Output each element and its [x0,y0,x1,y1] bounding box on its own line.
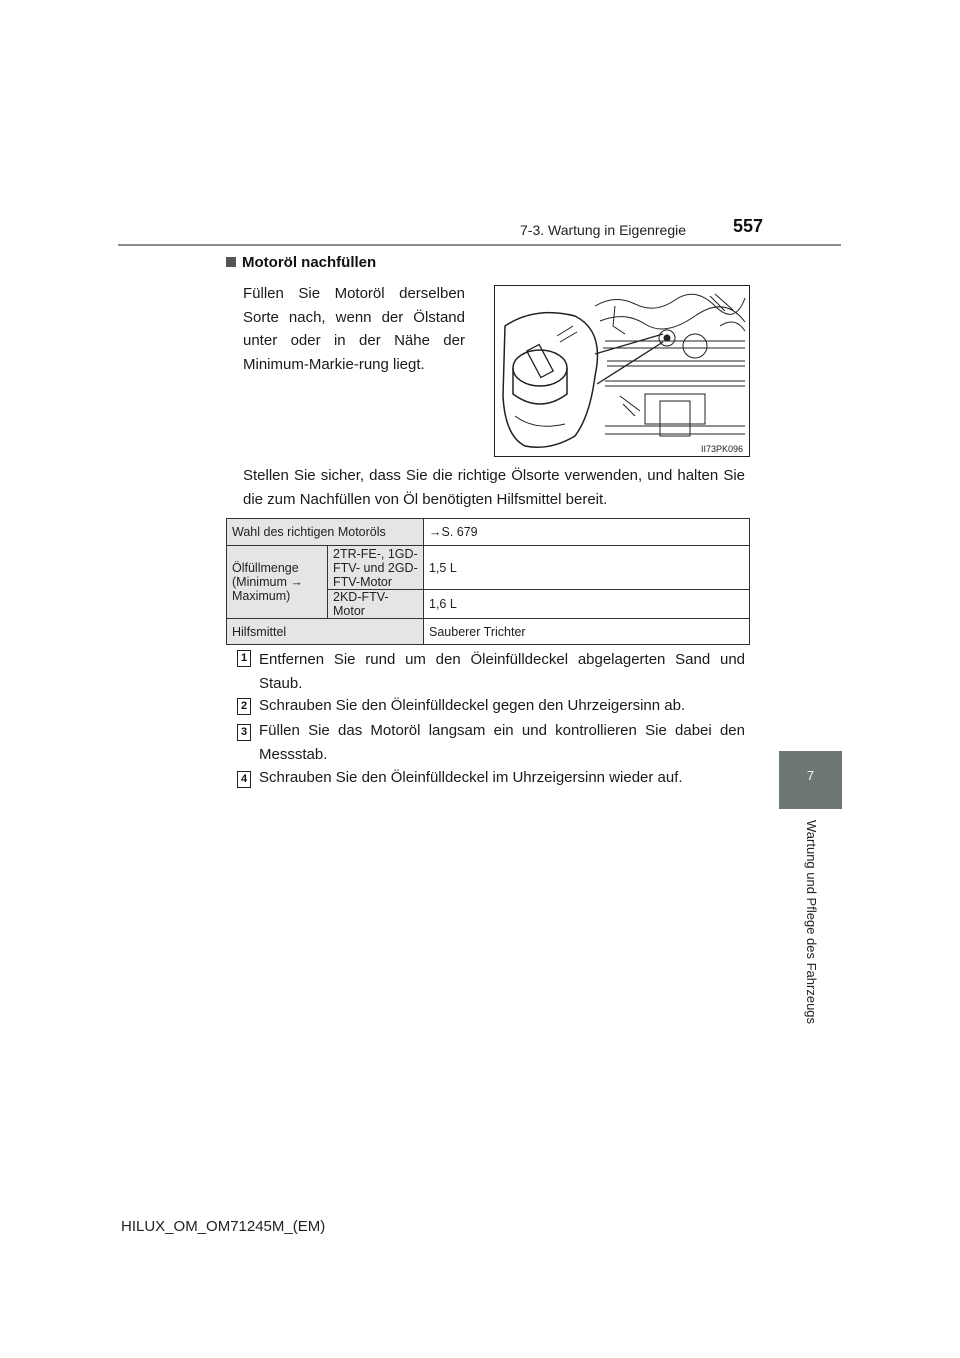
step-text: Füllen Sie das Motoröl langsam ein und kontrollieren Sie dabei den Messstab. [259,722,745,763]
table-row [227,619,750,645]
step-number-badge: 2 [237,698,251,715]
page-number: 557 [733,216,764,236]
engine-type-cell: 2TR-FE-, 1GD-FTV- und 2GD-FTV-Motor [328,546,424,590]
step-text: Schrauben Sie den Öleinfülldeckel gegen den Uhrzeigersinn ab. [259,697,686,714]
oil-selection-reference: →S. 679 [424,519,750,546]
oil-capacity-label: Ölfüllmenge (Minimum → Maximum) [227,546,328,619]
table-row [227,546,750,590]
chapter-number: 7 [806,768,815,783]
tools-value: Sauberer Trichter [424,619,750,645]
section-heading-text: Motoröl nachfüllen [242,254,377,271]
table-row [227,519,750,546]
step-text: Entfernen Sie rund um den Öleinfülldeckel abgelagerten Sand und Staub. [259,651,745,692]
engine-bay-drawing [495,286,749,456]
oil-capacity-value: 1,6 L [424,590,750,619]
section-heading [226,254,376,271]
oil-capacity-value: 1,5 L [424,546,750,590]
step-number-badge: 1 [237,650,251,667]
figure-code: II73PK096 [700,444,743,454]
heading-bullet-icon [226,257,236,267]
header-divider [118,244,841,246]
document-id: HILUX_OM_OM71245M_(EM) [121,1218,326,1235]
oil-spec-table [226,518,750,645]
header-section-title: 7-3. Wartung in Eigenregie [520,222,687,238]
chapter-label: Wartung und Pflege des Fahrzeugs [804,820,819,1025]
step-text: Schrauben Sie den Öleinfülldeckel im Uhrzeigersinn wieder auf. [259,769,683,786]
step-number-badge: 4 [237,771,251,788]
preparation-note: Stellen Sie sicher, dass Sie die richtige Ölsorte verwenden, und halten Sie die zum Nachfüllen von Öl benötigten Hilfsmittel bereit. [243,467,745,508]
engine-oil-cap-illustration [494,285,750,457]
step-number-badge: 3 [237,724,251,741]
engine-type-cell: 2KD-FTV-Motor [328,590,424,619]
oil-selection-label: Wahl des richtigen Motoröls [227,519,424,546]
tools-label: Hilfsmittel [227,619,424,645]
intro-paragraph: Füllen Sie Motoröl derselben Sorte nach, wenn der Ölstand unter oder in der Nähe der Minimum-Markie-rung liegt. [243,285,465,373]
